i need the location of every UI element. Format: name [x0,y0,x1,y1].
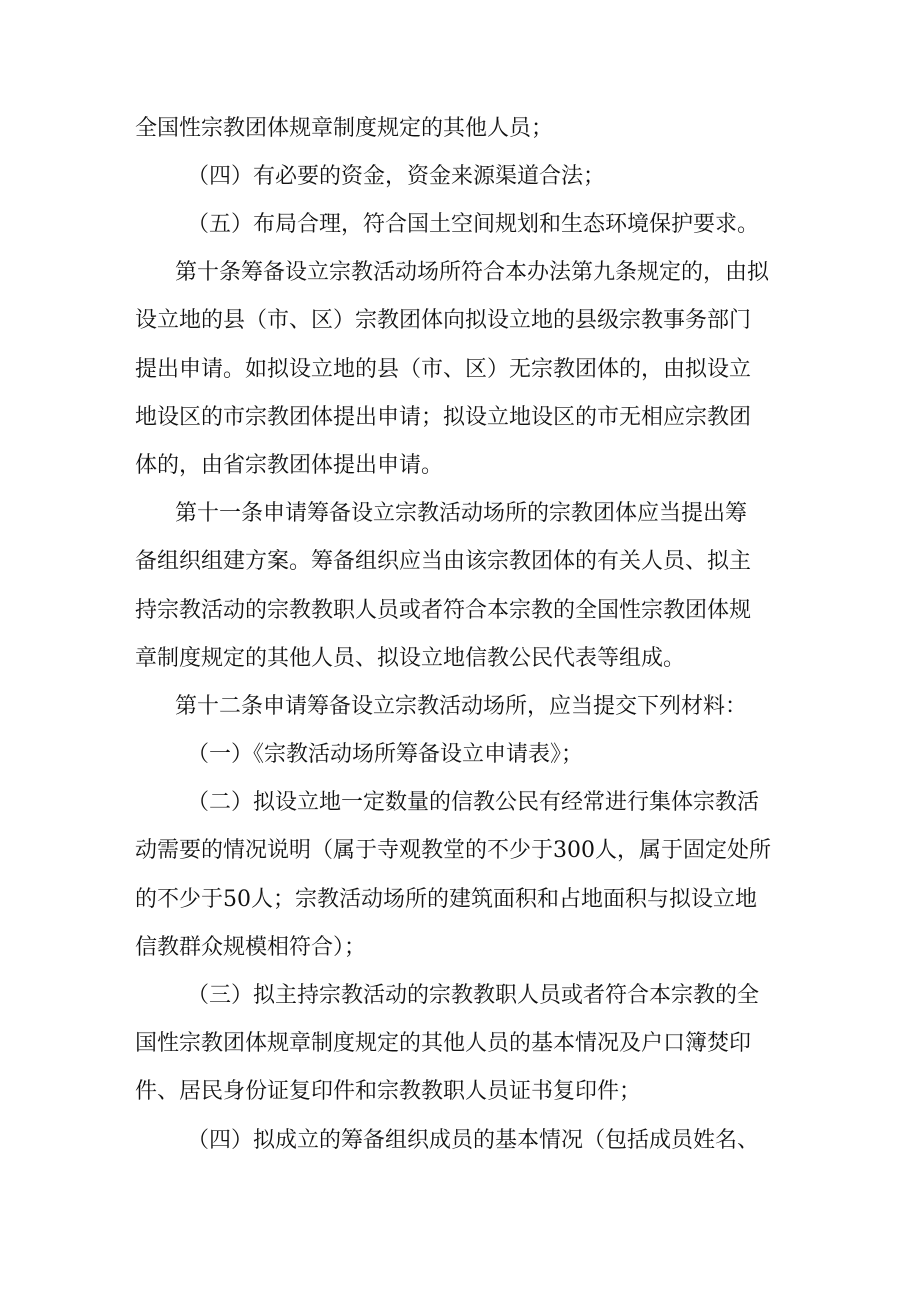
text-line: （四）有必要的资金，资金来源渠道合法； [187,164,606,189]
text-line: 第十条筹备设立宗教活动场所符合本办法第九条规定的，由拟 [175,260,770,285]
text-line: （二）拟设立地一定数量的信教公民有经常进行集体宗教活 [187,790,760,815]
text-line: 备组织组建方案。筹备组织应当由该宗教团体的有关人员、拟主 [135,549,752,574]
text-line: 信教群众规模相符合）； [135,935,367,960]
text-line: 第十二条申请筹备设立宗教活动场所，应当提交下列材料： [175,694,748,719]
text-line: 提出申请。如拟设立地的县（市、区）无宗教团体的，由拟设立 [135,357,752,382]
text-line: 设立地的县（市、区）宗教团体向拟设立地的县级宗教事务部门 [135,308,752,333]
text-line: 体的，由省宗教团体提出申请。 [135,453,444,478]
text-line: 国性宗教团体规章制度规定的其他人员的基本情况及户口簿焚印 [135,1031,752,1056]
text-line: 章制度规定的其他人员、拟设立地信教公民代表等组成。 [135,646,686,671]
text-line: 持宗教活动的宗教教职人员或者符合本宗教的全国性宗教团体规 [135,598,752,623]
text-line: （一）《宗教活动场所筹备设立申请表》； [187,742,584,767]
text-line: 第十一条申请筹备设立宗教活动场所的宗教团体应当提出筹 [175,501,748,526]
text-line: 动需要的情况说明（属于寺观教堂的不少于300人，属于固定处所 [135,838,771,863]
text-line: 的不少于50人；宗教活动场所的建筑面积和占地面积与拟设立地 [135,887,757,912]
text-line: 件、居民身份证复印件和宗教教职人员证书复印件； [135,1079,642,1104]
text-line: 全国性宗教团体规章制度规定的其他人员； [135,116,554,141]
text-line: （五）布局合理，符合国土空间规划和生态环境保护要求。 [187,212,760,237]
text-line: （四）拟成立的筹备组织成员的基本情况（包括成员姓名、 [187,1128,760,1153]
text-line: 地设区的市宗教团体提出申请；拟设立地设区的市无相应宗教团 [135,405,752,430]
text-line: （三）拟主持宗教活动的宗教教职人员或者符合本宗教的全 [187,983,760,1008]
